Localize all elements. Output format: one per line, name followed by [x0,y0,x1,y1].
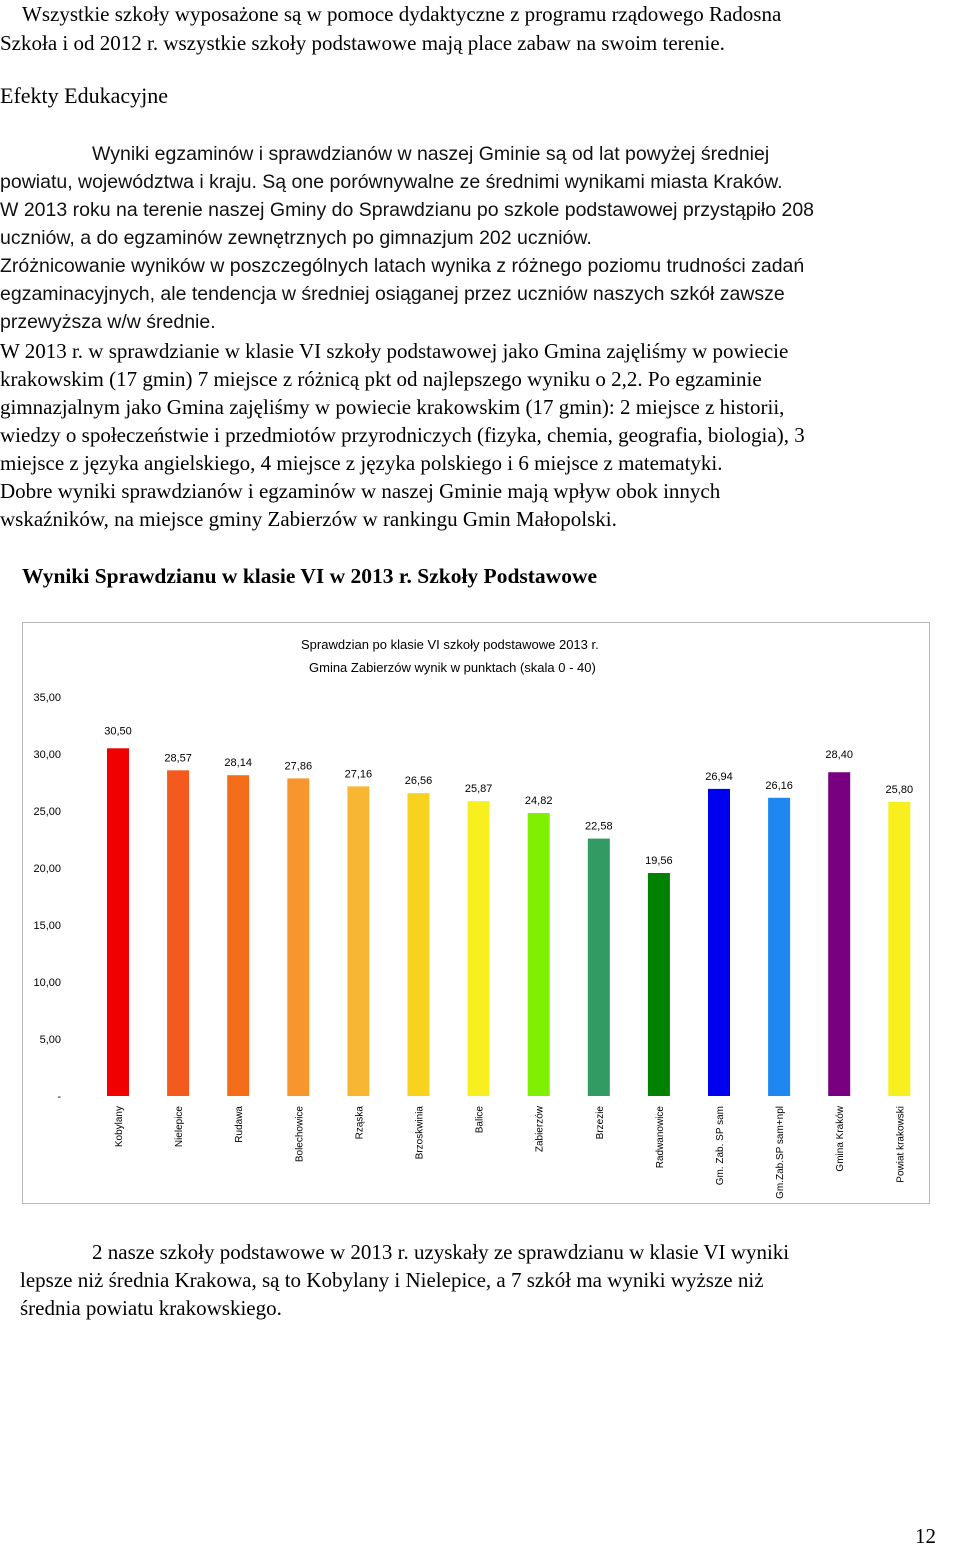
y-tick-label: 15,00 [33,920,61,932]
summary-line: lepsze niż średnia Krakowa, są to Kobylany i Nielepice, a 7 szkół ma wyniki wyższe niż [20,1268,764,1292]
chart-subtitle-bold: Gmina Zabierzów wynik w punktach [309,660,517,675]
paragraph-line: Wyniki egzaminów i sprawdzianów w naszej Gminie są od lat powyżej średniej [92,143,770,165]
y-tick-label: 20,00 [33,863,61,875]
category-label: Rudawa [234,1106,246,1143]
intro-line-2: Szkoła i od 2012 r. wszystkie szkoły podstawowe mają place zabaw na swoim terenie. [0,31,725,55]
bar-10 [648,873,670,1096]
data-label: 26,56 [404,775,433,788]
category-label: Gm.Zab.SP sam+npl [775,1106,787,1199]
paragraph-line: wiedzy o społeczeństwie i przedmiotów przyrodniczych (fizyka, chemia, geografia, biologia), 3 [0,423,805,447]
bars [107,748,910,1096]
bar-8 [528,813,550,1096]
category-label: Brzezie [594,1106,606,1140]
summary-line: 2 nasze szkoły podstawowe w 2013 r. uzyskały ze sprawdzianu w klasie VI wyniki [92,1240,790,1264]
summary-line: średnia powiatu krakowskiego. [20,1296,282,1320]
category-label: Nielepice [174,1106,186,1148]
section-heading: Efekty Edukacyjne [0,83,168,108]
bar-14 [888,802,910,1096]
paragraph-line: powiatu, województwa i kraju. Są one porównywalne ze średnimi wynikami miasta Kraków. [0,171,783,193]
paragraph-line: miejsce z języka angielskiego, 4 miejsce z języka polskiego i 6 miejsce z matematyki. [0,451,723,475]
data-label: 22,58 [585,820,613,833]
category-label: Kobylany [114,1106,125,1148]
data-label: 28,40 [825,749,853,762]
paragraph-line: uczniów, a do egzaminów zewnętrznych po gimnazjum 202 uczniów. [0,227,592,249]
y-tick-label: 5,00 [39,1034,61,1046]
bar-3 [227,775,249,1096]
paragraph-line: krakowskim (17 gmin) 7 miejsce z różnicą pkt od najlepszego wyniku o 2,2. Po egzaminie [0,367,762,391]
intro-line-1: Wszystkie szkoły wyposażone są w pomoce dydaktyczne z programu rządowego Radosna [22,2,782,26]
data-label: 27,86 [284,760,313,773]
paragraph-line: W 2013 r. w sprawdzianie w klasie VI szkoły podstawowej jako Gmina zajęliśmy w powiecie [0,339,789,363]
bar-12 [768,798,790,1096]
data-label: 26,94 [705,770,733,783]
category-label: Bolechowice [294,1106,306,1163]
paragraph-line: wskaźników, na miejsce gminy Zabierzów w rankingu Gmin Małopolski. [0,507,617,531]
category-label: Gm. Zab. SP sam [715,1106,726,1186]
paragraph-line: Dobre wyniki sprawdzianów i egzaminów w naszej Gminie mają wpływ obok innych [0,479,721,503]
chart-canvas [23,623,929,1203]
data-label: 28,57 [164,752,192,765]
category-label: Rząska [354,1106,366,1140]
y-tick-label: 25,00 [33,806,61,818]
data-label: 27,16 [344,768,373,781]
category-label: Powiat krakowski [895,1106,907,1183]
paragraph-line: przewyższa w/w średnie. [0,311,216,333]
data-label: 25,80 [885,783,914,796]
data-label: 28,14 [224,757,252,770]
data-label: 26,16 [765,779,793,792]
bar-6 [408,793,430,1096]
y-tick-label: 10,00 [33,977,61,989]
data-label: 24,82 [524,795,553,808]
paragraph-line: gimnazjalnym jako Gmina zajęliśmy w powiecie krakowskim (17 gmin): 2 miejsce z historii, [0,395,785,419]
paragraph-line: W 2013 roku na terenie naszej Gminy do Sprawdzianu po szkole podstawowej przystąpiło 208 [0,199,815,221]
bar-9 [588,839,610,1096]
data-label: 25,87 [464,783,493,796]
data-label: 30,50 [104,725,132,738]
chart-title: Sprawdzian po klasie VI szkoły podstawowe 2013 r. [301,637,599,652]
data-label: 19,56 [645,855,673,868]
category-label: Gmina Kraków [835,1106,847,1172]
y-tick-label: - [57,1091,61,1103]
category-label: Balice [474,1106,486,1134]
y-axis [33,692,61,1103]
category-labels [114,1105,906,1199]
paragraph-line: Zróżnicowanie wyników w poszczególnych latach wynika z różnego poziomu trudności zadań [0,255,805,277]
chart-subtitle-scale: (skala 0 - 40) [516,660,596,675]
bar-7 [468,801,490,1096]
paragraph-line: egzaminacyjnych, ale tendencja w średniej osiąganej przez uczniów naszych szkół zawsze [0,283,785,305]
bar-1 [107,748,129,1096]
data-labels [104,725,913,867]
bar-4 [287,778,309,1096]
y-tick-label: 35,00 [33,692,61,704]
page-number: 12 [915,1524,936,1548]
category-label: Radwanowice [654,1106,666,1169]
bar-11 [708,789,730,1096]
category-label: Zabierzów [534,1106,546,1153]
chart-subtitle [309,660,596,675]
category-label: Brzoskwinia [414,1106,426,1160]
chart-heading: Wyniki Sprawdzianu w klasie VI w 2013 r. Szkoły Podstawowe [22,564,598,588]
bar-5 [347,786,369,1096]
bar-chart [22,622,930,1204]
y-tick-label: 30,00 [33,749,61,761]
bar-2 [167,770,189,1096]
bar-13 [828,772,850,1096]
